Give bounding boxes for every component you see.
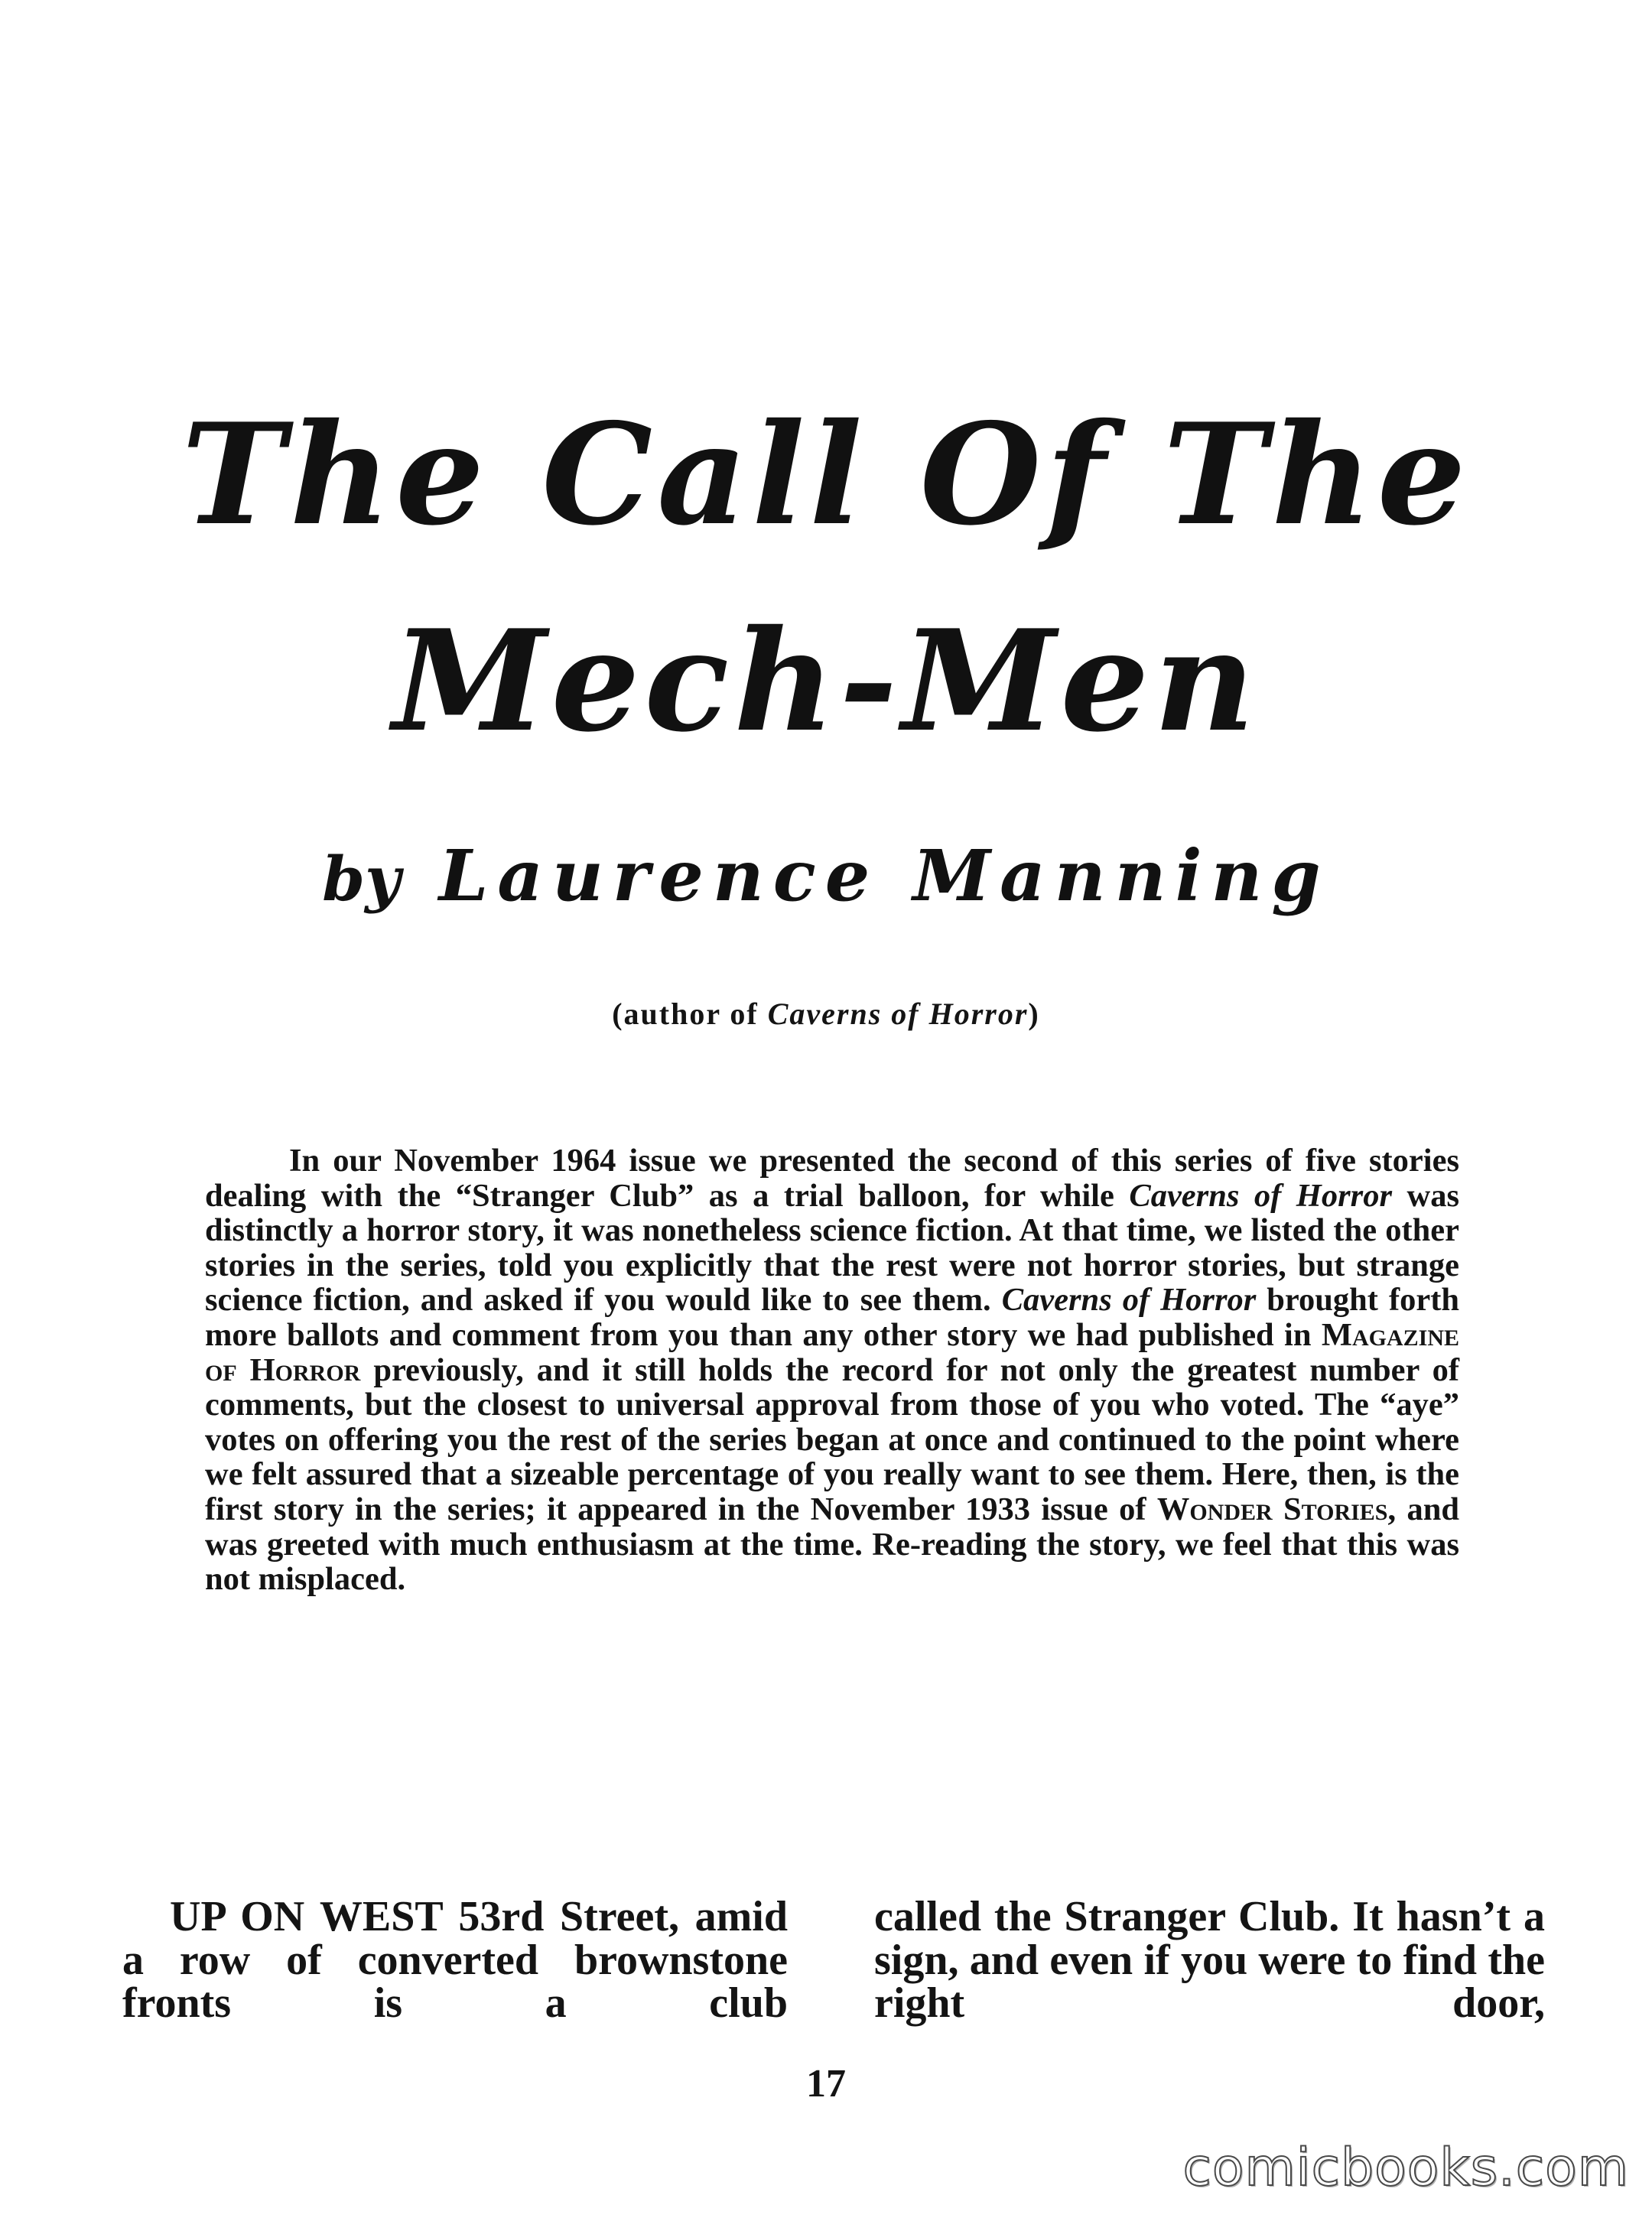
credit-close: ) bbox=[1028, 997, 1040, 1031]
author-name: Laurence Manning bbox=[438, 834, 1330, 917]
story-column-right: called the Stranger Club. It hasn’t a sign, and even if you were to find the right door, bbox=[874, 1893, 1545, 2027]
credit-open: (author of bbox=[612, 997, 768, 1031]
editorial-intro bbox=[205, 1143, 1459, 1597]
byline bbox=[0, 830, 1652, 925]
author-credit bbox=[0, 993, 1652, 1036]
intro-text-3: brought forth more ballots and comment from you than any other story we had published in bbox=[205, 1282, 1459, 1353]
story-title-line-1: The Call Of The bbox=[181, 392, 1471, 556]
intro-work-title-2: Caverns of Horror bbox=[1001, 1282, 1257, 1319]
byline-by: by bbox=[322, 843, 401, 915]
intro-text-2: was distinctly a horror story, it was nonetheless science fiction. At that time, we listed the other stories in the series, told you explicitly that the rest were not horror stories, but strange science fiction, and asked if you would like to see them. bbox=[205, 1177, 1459, 1319]
credit-work-title: Caverns of Horror bbox=[767, 997, 1029, 1031]
story-lead-in: UP ON WEST bbox=[170, 1893, 443, 1940]
watermark-logo: comicbooks.com bbox=[1182, 2138, 1629, 2198]
intro-work-title-1: Caverns of Horror bbox=[1129, 1177, 1392, 1214]
page-number: 17 bbox=[806, 2062, 846, 2106]
intro-magazine-name-2: Wonder Stories bbox=[1156, 1491, 1388, 1527]
story-column-left-text: 53rd Street, amid a row of converted brownstone fronts is a club bbox=[122, 1893, 788, 2027]
story-title-line-2: Mech-Men bbox=[392, 599, 1260, 763]
intro-text-4: previously, and it still holds the record for not only the greatest number of comments, but the closest to universal approval from those of you who voted. The “aye” votes on offering you the rest of the series began at once and continued to the point where we felt assured that a sizeable percentage of you really want to see them. Here, then, is the first story in the series; it appeared in the November 1933 issue of bbox=[205, 1351, 1459, 1527]
intro-text-1: In our November 1964 issue we presented the second of this series of five stories dealing with the “Stranger Club” as a trial balloon, for while bbox=[205, 1143, 1459, 1214]
story-column-left bbox=[122, 1895, 788, 2025]
intro-text-5: , and was greeted with much enthusiasm at the time. Re-reading the story, we feel that this was not misplaced. bbox=[205, 1491, 1459, 1598]
intro-magazine-name-1: Magazine of Horror bbox=[205, 1316, 1459, 1388]
